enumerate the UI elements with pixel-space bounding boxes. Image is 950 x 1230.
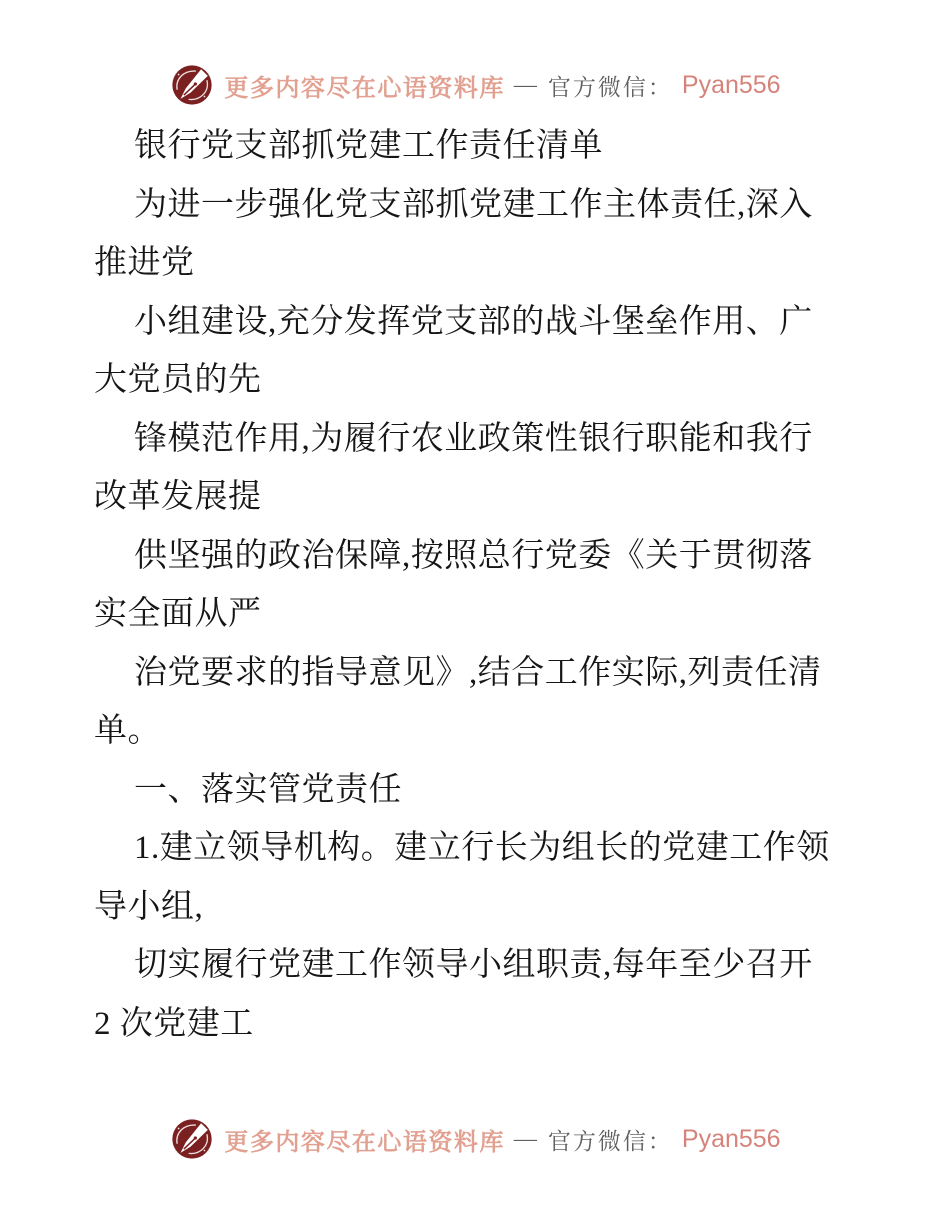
paragraph-line: 2 次党建工 (94, 1005, 254, 1042)
paragraph-line: 小组建设,充分发挥党支部的战斗堡垒作用、广 (134, 303, 813, 340)
header-watermark (0, 62, 950, 108)
paragraph-line: 大党员的先 (94, 362, 262, 398)
watermark-brand-text: 更多内容尽在心语资料库 (224, 1129, 505, 1156)
paragraph-line: 1.建立领导机构。建立行长为组长的党建工作领 (134, 830, 830, 866)
paragraph-line: 改革发展提 (94, 479, 262, 515)
watermark-wechat-label: 官方微信： (547, 74, 673, 100)
watermark-separator: — (513, 72, 539, 97)
paragraph-line: 单。 (94, 713, 161, 749)
section-heading-line: 一、落实管党责任 (134, 771, 402, 808)
watermark-wechat-label: 官方微信： (547, 1128, 673, 1154)
paragraph-line: 实全面从严 (94, 596, 262, 632)
paragraph-line: 锋模范作用,为履行农业政策性银行职能和我行 (134, 420, 813, 457)
pen-brand-logo-icon (169, 62, 215, 108)
paragraph-line: 推进党 (94, 245, 195, 281)
paragraph-line: 导小组, (94, 888, 204, 925)
watermark-separator: — (513, 1126, 539, 1151)
paragraph-line: 切实履行党建工作领导小组职责,每年至少召开 (134, 947, 813, 983)
watermark-brand-text: 更多内容尽在心语资料库 (224, 75, 505, 102)
document-body (94, 117, 884, 1053)
pen-brand-logo-icon (169, 1116, 215, 1162)
paragraph-line: 治党要求的指导意见》,结合工作实际,列责任清 (134, 654, 822, 691)
footer-watermark (0, 1116, 950, 1162)
watermark-wechat-id: Pyan556 (681, 70, 781, 99)
watermark-wechat-id: Pyan556 (681, 1124, 781, 1153)
paragraph-line: 为进一步强化党支部抓党建工作主体责任,深入 (134, 186, 813, 223)
paragraph-line: 供坚强的政治保障,按照总行党委《关于贯彻落 (134, 537, 813, 574)
doc-title-line: 银行党支部抓党建工作责任清单 (134, 128, 603, 164)
